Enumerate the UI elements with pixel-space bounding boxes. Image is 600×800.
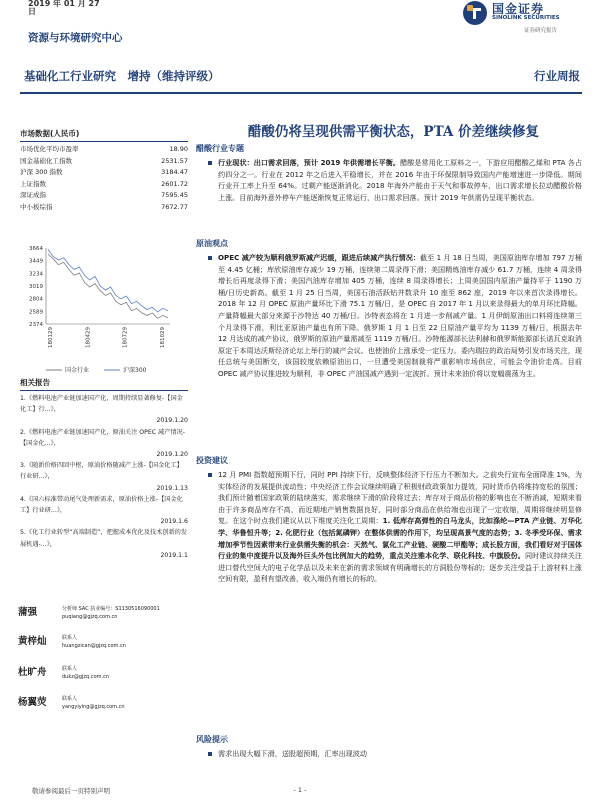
related-reports-panel (20, 377, 188, 561)
acetic-lead: 行业现状：出口需求回落，预计 2019 年供需增长平衡。 (218, 158, 401, 167)
market-data-heading: 市场数据(人民币) (20, 129, 80, 138)
analyst-email[interactable]: yangyiying@gjzq.com.cn (62, 704, 125, 710)
x-tick-label: 180729 (122, 327, 129, 348)
bullet-icon (208, 161, 212, 165)
market-data-label: 中小板综指 (20, 202, 53, 211)
y-tick-label: 2589 (29, 309, 43, 316)
analyst-role: 联系人 (62, 696, 78, 702)
market-data-row (20, 202, 188, 214)
invest-section (196, 455, 582, 585)
related-report-item[interactable] (20, 494, 188, 528)
related-report-date: 2019.1.13 (156, 484, 188, 492)
related-report-date: 2019.1.6 (160, 518, 188, 526)
industry-rating: 基础化工行业研究 增持（维持评级） (24, 69, 220, 83)
market-data-table (20, 144, 188, 214)
market-data-row (20, 156, 188, 168)
market-data-label: 国金基础化工指数 (20, 156, 72, 165)
invest-body-c: 同时建议持续关注进口替代空间大的电子化学品以及未来在新的需求领域有明确增长的方洞股份等标的；逐步关注受益于上游材料上涨空间有限，盈利有望改善，收入端仍有增长的标的。 (218, 551, 582, 584)
y-tick-label: 3019 (29, 284, 43, 290)
x-tick-label: 180429 (85, 327, 92, 348)
related-reports-divider (20, 390, 188, 391)
analyst-role: 联系人 (62, 635, 78, 641)
related-report-title: 1.《燃料电池产业链加速国产化，周期持续显著修复-【国金化工】行...》， (20, 395, 183, 414)
market-data-value: 3184.47 (161, 168, 188, 177)
series-line (48, 249, 168, 312)
footer-disclaimer: 敬请参阅最后一页特别声明 (32, 787, 110, 795)
market-data-panel (20, 128, 188, 214)
market-data-label: 深证成指 (20, 191, 46, 200)
y-tick-label: 3449 (29, 258, 43, 265)
invest-heading: 投资建议 (196, 456, 228, 465)
analyst-email[interactable]: huangzican@gjzq.com.cn (62, 643, 126, 649)
analyst-name: 蒲强 (18, 607, 38, 618)
analyst-email[interactable]: puqiang@gjzq.com.cn (62, 614, 118, 620)
risk-heading: 风险提示 (196, 735, 228, 744)
oil-heading: 原油观点 (196, 239, 228, 248)
research-center-name: 资源与环境研究中心 (28, 32, 123, 44)
market-data-label: 沪深 300 指数 (20, 168, 63, 177)
related-report-title: 2.《燃料电池产业链加速国产化，原油关注 OPEC 减产情况-【国金化...》， (20, 428, 186, 447)
logo-icon (462, 0, 488, 26)
market-data-row (20, 144, 188, 156)
related-report-item[interactable] (20, 460, 188, 494)
sinolink-logo (462, 0, 582, 36)
analyst-email[interactable]: dukz@gjzq.com.cn (62, 674, 109, 680)
logo-sub-text: 证券研究报告 (524, 28, 558, 34)
logo-cn-text: 国金证券 (492, 2, 545, 16)
title-divider (20, 92, 582, 94)
related-report-title: 3.《随新价格四回中枢，原油价格随减产上涨-【国金化工】行业研...》， (20, 462, 183, 481)
risk-paragraph (196, 748, 582, 760)
analyst-name: 杨翼荧 (18, 697, 47, 708)
market-data-value: 2531.57 (161, 156, 188, 165)
index-chart (20, 240, 188, 380)
analyst-role: 分析师 SAC 执业编号：S1130516090001 (62, 606, 160, 612)
legend-label: 沪深300 (123, 367, 147, 374)
related-report-item[interactable] (20, 527, 188, 561)
related-reports-heading: 相关报告 (20, 378, 50, 387)
related-report-date: 2019.1.20 (156, 451, 188, 459)
logo-en-text: SINOLINK SECURITIES (492, 15, 560, 21)
market-data-label: 市场优化平均市盈率 (20, 145, 79, 153)
invest-body-b: 1. 低库存高弹性的白马龙头，比如涤纶—PTA 产业链、万华化学、华鲁恒升等；2. 化肥行业（包括氮磷钾）在整体供需的作用下，均呈现高景气度的态势；3. 冬季受环保、需求增加季节性因素带来行业供需失衡的机会：天然气、氯化工产业链、硬酸二甲酯等；成长股方面，我们看好对于国体行业的集中度提升以及海外巨头外包比例加大的趋势，重点关注雅本化学、联化科技、中旗股份。 (218, 516, 583, 561)
bullet-icon (208, 473, 212, 477)
y-tick-label: 2374 (29, 322, 43, 328)
market-data-row (20, 179, 188, 191)
bullet-icon (208, 752, 212, 756)
related-report-date: 2019.1.20 (156, 417, 188, 425)
market-data-divider (20, 141, 188, 142)
market-data-row (20, 190, 188, 202)
page-number: - 1 - (293, 786, 307, 794)
analyst-role: 联系人 (62, 666, 78, 672)
bullet-icon (208, 256, 212, 260)
analyst-name: 黄梓灿 (18, 636, 47, 647)
market-data-row (20, 167, 188, 179)
acetic-section (196, 143, 582, 203)
acetic-heading: 醋酸行业专题 (196, 144, 244, 153)
related-report-date: 2019.1.1 (160, 551, 188, 559)
market-data-label: 上证指数 (20, 179, 46, 188)
oil-lead: OPEC 减产较为顺利俄罗斯减产迟缓，跟进后续减产执行情况： (218, 253, 421, 262)
oil-section (196, 238, 582, 380)
related-reports-list (20, 393, 188, 561)
report-type: 行业周报 (534, 69, 580, 83)
oil-body: 截至 1 月 18 日当周，美国原油库存增加 797 万桶至 4.45 亿桶；库欣原油库存减少 19 万桶，连续第二周录得下滑；美国精炼油库存减少 61.7 万桶，连续 4 周录得增长后再度录得下滑；美国汽油库存增加 405 万桶，连续 8 周录得增长；上周美国国内原油产量持平于 1190 万桶/日历史新高。截至 1 月 25 日当周，美国石油活跃钻井数录升 10 座至 862 座，2019 年以来首次录得增长。2018 年 12 月 OPEC 原油产量环比下滑 75.1 万桶/日，是 OPEC 自 2017 年 1 月以来录得最大的单月环比降幅。产量降幅最大部分来源于沙特达 40 万桶/日。沙特表态将在 1 月进一步削减产量。1 月伊朗原油出口料将连续第三个月录得下滑，利比亚原油产量也有所下降。俄罗斯 1 月 1 日至 22 日原油产量平均为 1139 万桶/日，根据去年 12 月达成的减产协议，俄罗斯的原油产量需减至 1119 万桶/日。沙特能源部长法利赫和俄罗斯能源部长诺瓦克取消原定于本周达沃斯经济论坛上举行的减产会议。也使油价上涨承受一定压力。委内瑞拉的政治局势引发市场关注，现任总统与美国断交，该国较度依赖原油出口，一旦遭受美国制裁将严重影响市场供应，可能会令油价走高。目前 OPEC 减产协议推进较为顺利，非 OPEC 产油国减产遇到一定波折。预计未来油价将以宽幅震荡为主。 (218, 253, 582, 378)
industry-title-row (24, 68, 582, 92)
related-report-title: 5.《化工行业转型“高端制造”，把握成本优化及技术创新的发展机遇-...》， (20, 529, 188, 548)
invest-body-a: 12 月 PMI 指数超预期下行，同时 PPI 持续下行，反映整体经济下行压力不断加大。之前央行宣布全面降准 1%，为实体经济的发展提供流动性；中央经济工作会议继续明确了积极财政政策加力提效，同时货币仍将维持宽松的氛围；我们预计随着国家政策的陆续落实，需求继续下滑的阶段将过去；库存对于商品价格的影响也在不断消减，短期来看由于许多商品库存不高，而近期地产销售数据良好，同时部分商品在供给端也出现了一定收缩，周期将继续明显修复。在这个时点我们建议从以下维度关注化工周期： (218, 470, 582, 526)
oil-paragraph (196, 252, 582, 380)
series-line (48, 254, 168, 318)
market-data-value: 18.90 (169, 145, 188, 153)
report-date: 2019 年 01 月 27 日 (0, 0, 110, 8)
related-report-item[interactable] (20, 393, 188, 427)
y-tick-label: 3234 (29, 271, 43, 278)
risk-section (196, 734, 582, 760)
index-chart-svg (20, 240, 188, 380)
related-report-item[interactable] (20, 427, 188, 461)
y-tick-label: 2804 (29, 296, 43, 303)
legend-label: 国金行业 (65, 367, 90, 374)
market-data-value: 2601.72 (161, 179, 188, 188)
x-tick-label: 181029 (160, 327, 166, 348)
acetic-body: 醋酸是常用化工原料之一，下游应用醋酸乙烯和 PTA 各占约四分之一。行业在 2012 年之后进入平稳增长，并在 2016 年由于环保限制导致国内产能增速进一步降低。期间行业开工率上升至 64%。过剩产能逐渐消化。2018 年海外产能由于天气和事故停车，出口需求增长拉动醋酸价格上涨。目前海外意外停车产能逐渐恢复正常运行，出口需求回落。预计 2019 年供需仍呈现平衡状态。 (218, 158, 583, 202)
market-data-value: 7672.77 (161, 202, 188, 211)
analyst-name: 杜旷舟 (18, 667, 47, 678)
market-data-value: 7595.45 (161, 191, 188, 200)
acetic-paragraph (196, 157, 582, 203)
invest-paragraph (196, 469, 582, 585)
x-tick-label: 180129 (48, 327, 54, 348)
risk-body: 需求出现大幅下滑，送股超预期，汇率出现波动 (218, 749, 367, 758)
report-main-title: 醋酸仍将呈现供需平衡状态，PTA 价差继续修复 (247, 124, 540, 140)
y-tick-label: 3664 (29, 246, 43, 252)
related-report-title: 4.《国六标准带动尾气处理新需求，原油价格上涨-【国金化工】行业研...》， (20, 495, 183, 515)
